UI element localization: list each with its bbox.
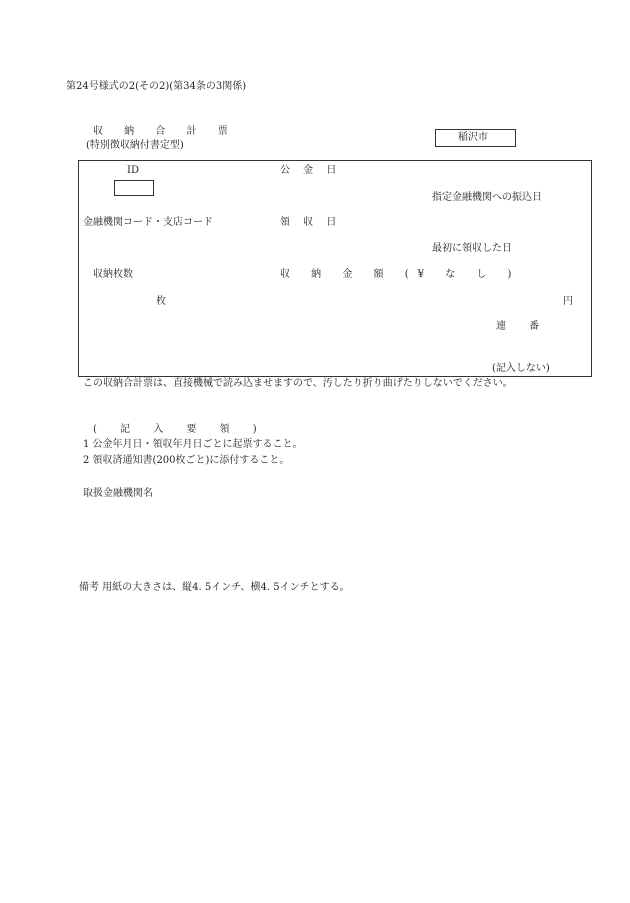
transfer-date-label: 指定金融機関への振込日 xyxy=(432,192,542,203)
amount-label: 収 納 金 額 (¥ な し ) xyxy=(280,269,521,280)
bank-code-label: 金融機関コード・支店コード xyxy=(83,217,213,228)
instruction-item: 1 公金年月日・領収年月日ごとに起票すること。 xyxy=(83,439,303,450)
handling-bank-label: 取扱金融機関名 xyxy=(83,488,153,499)
no-entry-note: (記入しない) xyxy=(492,363,550,374)
kokin-date-label: 公 金 日 xyxy=(280,165,342,176)
ryoshu-date-label: 領 収 日 xyxy=(280,217,342,228)
form-subtitle: (特別徴収納付書定型) xyxy=(86,140,184,151)
remark: 備考 用紙の大きさは、縦4. 5インチ、横4. 5インチとする。 xyxy=(79,582,350,593)
handling-warning: この収納合計票は、直接機械で読み込ませますので、汚したり折り曲げたりしないでください。 xyxy=(83,378,513,389)
form-title: 収 納 合 計 票 xyxy=(93,126,237,137)
first-receipt-label: 最初に領収した日 xyxy=(432,243,512,254)
count-label: 収納枚数 xyxy=(93,269,133,280)
serial-label: 連 番 xyxy=(496,321,550,332)
yen-unit: 円 xyxy=(563,296,573,307)
instruction-item: 2 領収済通知書(200枚ごと)に添付すること。 xyxy=(83,455,290,466)
count-unit: 枚 xyxy=(156,296,166,307)
id-input-box xyxy=(114,180,154,196)
form-number: 第24号様式の2(その2)(第34条の3関係) xyxy=(66,81,247,92)
instructions-heading: ( 記 入 要 領 ) xyxy=(93,424,267,435)
city-name: 稲沢市 xyxy=(458,132,488,143)
id-label: ID xyxy=(127,165,139,176)
